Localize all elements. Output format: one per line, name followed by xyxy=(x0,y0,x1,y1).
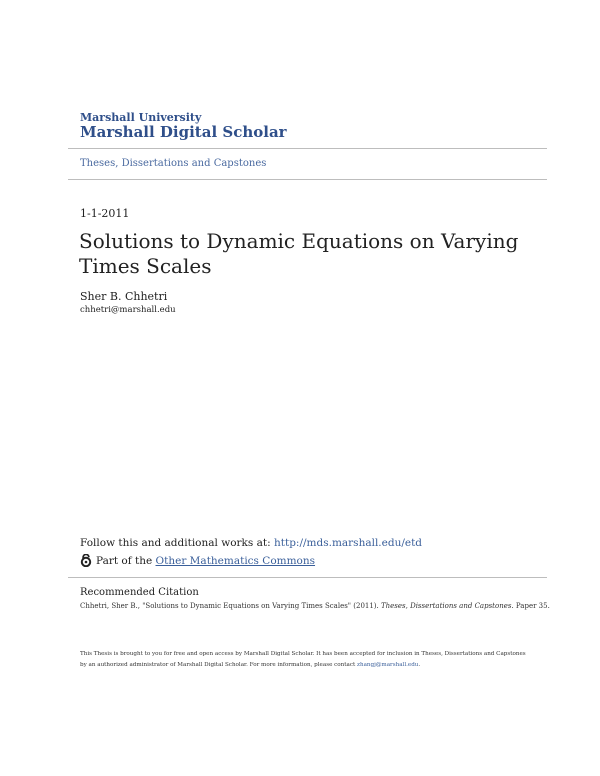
university-name[interactable]: Marshall University xyxy=(80,111,202,124)
divider-top xyxy=(68,148,547,149)
citation-end: . Paper 35. xyxy=(511,602,550,610)
open-access-icon xyxy=(80,554,92,567)
divider-bottom xyxy=(68,577,547,578)
repository-url-link[interactable]: http://mds.marshall.edu/etd xyxy=(274,537,423,549)
citation-text xyxy=(80,602,550,610)
contact-email-link[interactable]: zhangj@marshall.edu xyxy=(357,662,419,668)
access-notice xyxy=(80,649,530,671)
publication-date: 1-1-2011 xyxy=(80,207,130,220)
notice-end: . xyxy=(418,662,421,668)
citation-series: Theses, Dissertations and Capstones xyxy=(380,602,512,610)
citation-start: Chhetri, Sher B., "Solutions to Dynamic Equations on Varying Times Scales" (2011). xyxy=(80,602,381,610)
part-of-text: Part of the xyxy=(96,554,153,567)
notice-text: This Thesis is brought to you for free and open access by Marshall Digital Scholar. It has been accepted for inclusion in Theses, Dissertations and Capstones by an authorized administrator of Marshall Digital Scholar. For more information, please contact xyxy=(80,651,526,668)
document-title: Solutions to Dynamic Equations on Varying Times Scales xyxy=(79,229,519,278)
follow-line xyxy=(80,537,422,549)
follow-text: Follow this and additional works at: xyxy=(80,537,274,549)
collection-link[interactable]: Theses, Dissertations and Capstones xyxy=(80,158,267,169)
part-of-line xyxy=(80,554,315,567)
divider-middle xyxy=(68,179,547,180)
discipline-link[interactable]: Other Mathematics Commons xyxy=(155,554,316,567)
citation-heading: Recommended Citation xyxy=(80,587,199,598)
repository-name[interactable]: Marshall Digital Scholar xyxy=(80,123,287,141)
author-name[interactable]: Sher B. Chhetri xyxy=(80,290,168,303)
author-email[interactable]: chhetri@marshall.edu xyxy=(80,305,176,315)
